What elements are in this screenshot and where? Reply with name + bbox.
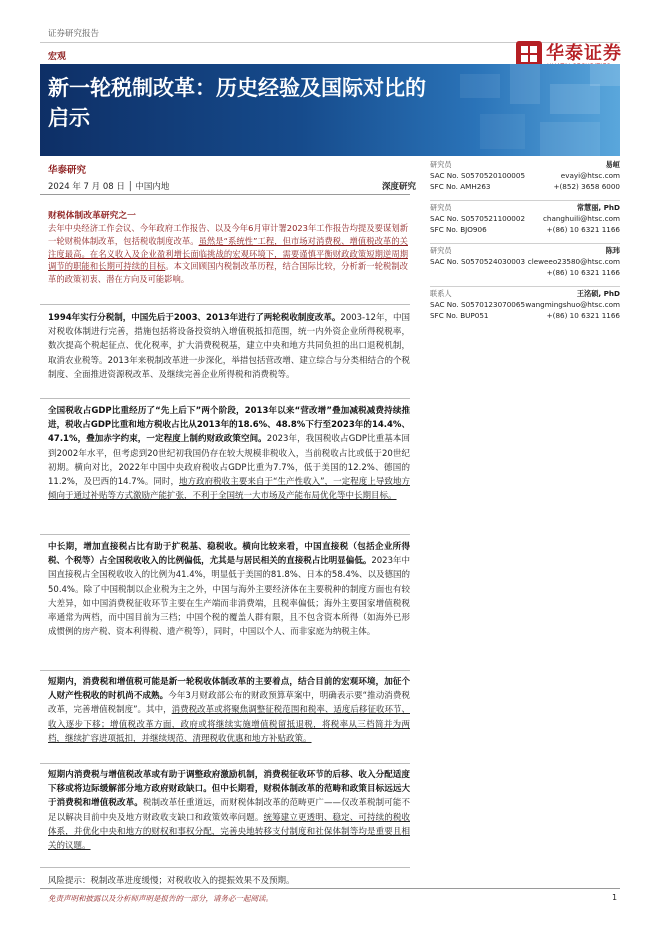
analyst-entry: 联系人 王洺硕, PhD SAC No. S0570123070065 wangmingshuo@htsc.com SFC No. BUP051 +(86) 10 6321 1166	[430, 289, 620, 320]
analyst-entry: 研究员 陈玮 SAC No. S0570524030003 cleweeo23580@htsc.com +(86) 10 6321 1166	[430, 246, 620, 277]
divider	[40, 534, 410, 535]
banner-decoration	[440, 64, 620, 156]
divider	[430, 200, 620, 201]
body-paragraph: 1994年实行分税制，中国先后于2003、2013年进行了两轮税收制度改革。2003-12年，中国对税收体制进行完善，措施包括将设备投资纳入增值税抵扣范围，统一内外资企业所得税税率，数次提高个税起征点、优化税率，扩大消费税税基，建立中央和地方共同负担的出口退税机制，取消农业税等。2013年来税制改革进一步深化，举措包括营改增、建立综合与分类相结合的个税制度、全面推进资源税改革、及继续完善企业所得税和消费税等。	[48, 313, 410, 380]
divider	[40, 194, 410, 195]
divider	[40, 670, 410, 671]
divider	[40, 763, 410, 764]
logo-cn-text: 华泰证券	[546, 43, 622, 64]
divider	[40, 398, 410, 399]
footer-divider	[40, 888, 620, 889]
divider	[430, 243, 620, 244]
body-paragraph: 短期内消费税与增值税改革或有助于调整政府激励机制，消费税征收环节的后移、收入分配适度下移或将边际缓解部分地方政府财政缺口。但中长期看，财税体制改革的范畴和政策目标远远大于消费税和增值税改革。税制改革任重道远，而财税体制改革的范畴更广——仅改革税制可能不足以解决目前中央及地方财政收支缺口和政策效率问题。统筹建立更透明、稳定、可持续的税收体系，并优化中央和地方的财权和事权分配，完善央地转移支付制度和社保体制等均是重要且相关的议题。	[48, 770, 410, 852]
analyst-email-link[interactable]: wangmingshuo@htsc.com	[525, 300, 620, 309]
risk-warning: 风险提示：税制改革进度缓慢；对税收收入的提振效果不及预期。	[48, 876, 295, 886]
report-type-label: 证券研究报告	[48, 29, 100, 39]
author-org: 华泰研究	[48, 165, 87, 176]
analyst-email-link[interactable]: changhuili@htsc.com	[542, 214, 620, 223]
series-title: 财税体制改革研究之一	[48, 211, 136, 221]
report-title: 新一轮税制改革：历史经验及国际对比的启示	[48, 76, 426, 130]
lead-summary: 去年中央经济工作会议、今年政府工作报告、以及今年6月审计署2023年工作报告均提及要谋划新一轮财税体制改革，包括税收制度改革。虽然是“系统性”工程，但市场对消费税、增值税改革的关注度最高。在名义收入及企业盈利增长面临挑战的宏观环境下，需要谨慎平衡财政政策短期逆周期调节的职能和长期可持续的目标。本文回顾国内税制改革历程，结合国际比较，分析新一轮税制改革的政策初衷、潜在方向及可能影响。	[48, 223, 408, 285]
divider	[430, 286, 620, 287]
category-label: 宏观	[48, 52, 67, 62]
date-region-line: 2024 年 7 月 08 日 │ 中国内地	[48, 182, 170, 192]
report-date: 2024 年 7 月 08 日	[48, 182, 125, 192]
disclaimer: 免责声明和披露以及分析师声明是报告的一部分，请务必一起阅读。	[48, 894, 273, 903]
page-number: 1	[612, 893, 618, 902]
divider	[40, 304, 410, 305]
body-paragraph: 短期内，消费税和增值税可能是新一轮税收体制改革的主要着点，结合目前的宏观环境，加征个人财产性税收的时机尚不成熟。今年3月财政部公布的财政预算草案中，明确表示要“推动消费税改革，完善增值税制度”。其中，消费税改革或将聚焦调整征税范围和税率、适度后移征收环节、收入逐步下移；增值税改革方面，政府或将继续实施增值税留抵退税，将税率从三档简并为两档，继续扩容进项抵扣，并继续规范、清理税收优惠和地方补贴政策。	[48, 677, 410, 744]
title-banner	[40, 64, 620, 156]
analyst-entry: 研究员 常慧丽, PhD SAC No. S0570521100002 changhuili@htsc.com SFC No. BJO906 +(86) 10 6321 1166	[430, 203, 620, 234]
analyst-entry: 研究员 易峘 SAC No. S0570520100005 evayi@htsc.com SFC No. AMH263 +(852) 3658 6000	[430, 160, 620, 191]
analyst-panel	[430, 160, 620, 332]
analyst-email-link[interactable]: cleweeo23580@htsc.com	[527, 257, 620, 266]
report-region: 中国内地	[135, 182, 170, 192]
body-paragraph: 中长期，增加直接税占比有助于扩税基、稳税收。横向比较来看，中国直接税（包括企业所得税、个税等）占全国税收收入的比例偏低，尤其是与居民相关的直接税占比明显偏低。2023年中国直接税占全国税收收入的比例为41.4%，明显低于美国的81.8%、日本的58.4%、以及德国的50.4%。除了中国税制以企业税为主之外，中国与海外主要经济体在主要税种的制度方面也有较大差异，如中国消费税征收环节主要在生产端而非消费端，且税率偏低；海外主要国家增值税税率通常为两档，而中国目前为三档；中国个税的覆盖人群有限，且不包含资本所得（如海外已形成惯例的房产税、资本利得税、遗产税等），同时，中国以个人、而非家庭为纳税主体。	[48, 542, 410, 638]
report-type: 深度研究	[382, 182, 417, 192]
divider	[40, 867, 410, 868]
analyst-email-link[interactable]: evayi@htsc.com	[560, 171, 620, 180]
body-paragraph: 全国税收占GDP比重经历了“先上后下”两个阶段，2013年以来“营改增”叠加减税减费持续推进，税收占GDP比重和地方税收占比从2013年的18.6%、48.8%下行至2023年的14.4%、47.1%，叠加赤字约束，一定程度上制约财政政策空间。2023年，我国税收占GDP比重基本回到2002年水平，但考虑到20世纪初我国仍存在较大规模非税收入，当前税收占比或低于20世纪初期。横向对比，2022年中国中央政府税收占GDP比重为7.7%，低于美国的12.2%、德国的11.2%，及巴西的14.7%。同时，地方政府税收主要来自于“生产性收入”，一定程度上导致地方倾向于通过补贴等方式激励产能扩张，不利于全国统一大市场及产能布局优化等中长期目标。	[48, 406, 410, 502]
